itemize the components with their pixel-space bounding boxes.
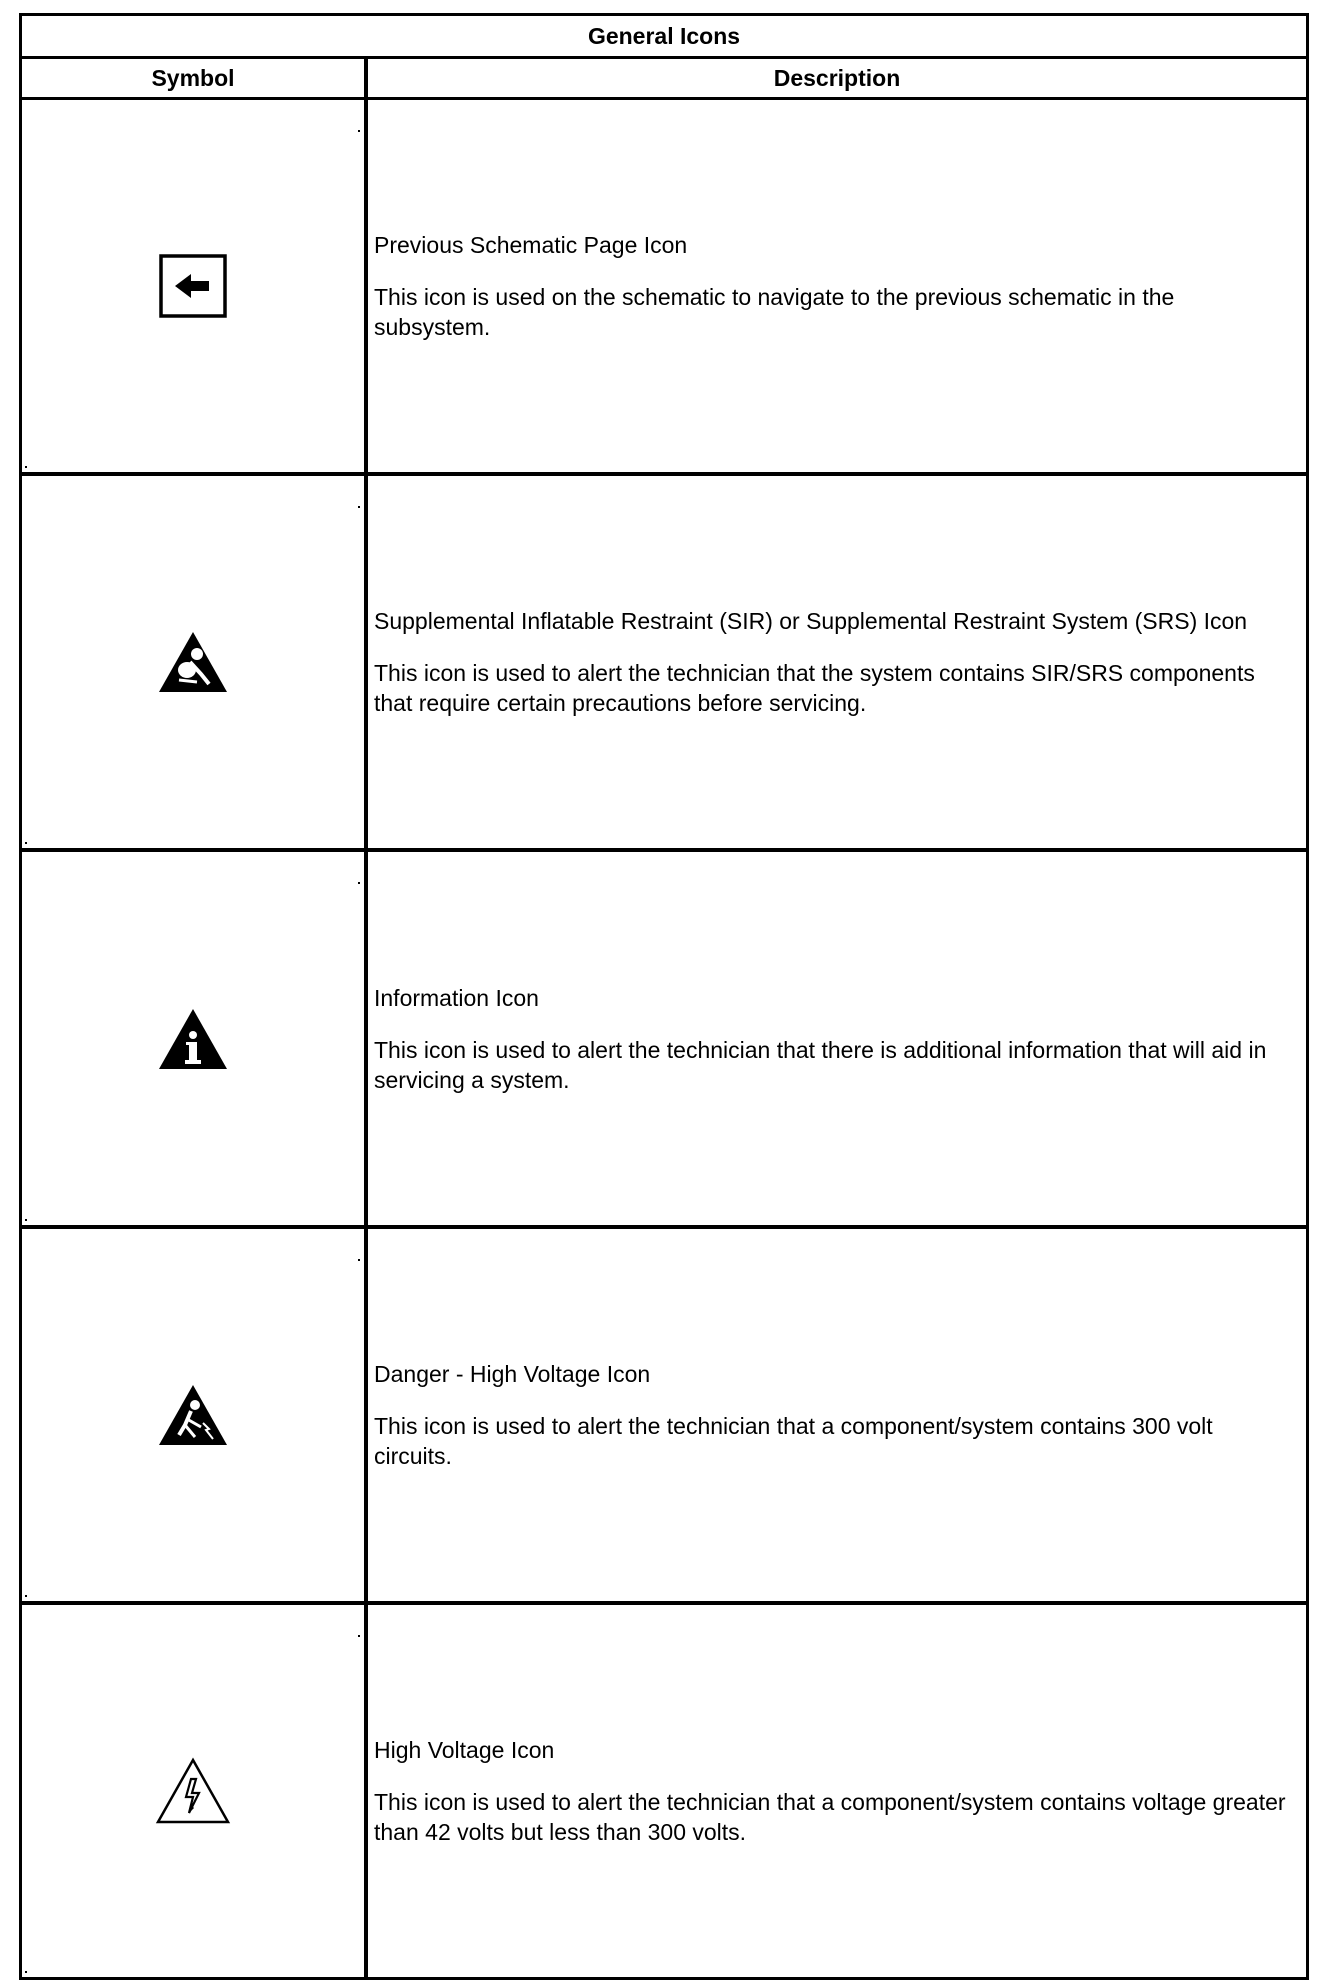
previous-page-arrow-icon bbox=[159, 254, 227, 318]
icon-description: This icon is used to alert the technician that there is additional information that will aid in servicing a system. bbox=[374, 1036, 1267, 1093]
description-cell bbox=[368, 476, 1306, 848]
icon-name: Supplemental Inflatable Restraint (SIR) or Supplemental Restraint System (SRS) Icon bbox=[374, 608, 1248, 635]
table-row bbox=[22, 1229, 1306, 1605]
icon-name: High Voltage Icon bbox=[374, 1736, 555, 1763]
table-row bbox=[22, 852, 1306, 1228]
symbol-cell bbox=[22, 852, 368, 1224]
description-cell bbox=[368, 1229, 1306, 1601]
table-row bbox=[22, 1605, 1306, 1977]
icon-name: Information Icon bbox=[374, 984, 539, 1011]
general-icons-table bbox=[19, 13, 1309, 1980]
icon-description: This icon is used on the schematic to navigate to the previous schematic in the subsystem. bbox=[374, 284, 1175, 341]
table-title-text: General Icons bbox=[587, 22, 741, 49]
sir-srs-airbag-warning-icon bbox=[157, 630, 229, 694]
table-header-row bbox=[22, 59, 1306, 100]
high-voltage-outline-icon bbox=[155, 1757, 231, 1825]
icon-name: Danger - High Voltage Icon bbox=[374, 1360, 651, 1387]
symbol-cell bbox=[22, 1229, 368, 1601]
icon-name: Previous Schematic Page Icon bbox=[374, 232, 688, 259]
symbol-cell bbox=[22, 100, 368, 472]
description-cell bbox=[368, 1605, 1306, 1977]
description-cell bbox=[368, 100, 1306, 472]
description-cell bbox=[368, 852, 1306, 1224]
icon-description: This icon is used to alert the technician that a component/system contains voltage greater than 42 volts but less than 300 volts. bbox=[374, 1788, 1286, 1845]
information-triangle-icon bbox=[157, 1007, 229, 1071]
symbol-column-header: Symbol bbox=[22, 59, 368, 97]
symbol-cell bbox=[22, 476, 368, 848]
table-body bbox=[22, 100, 1306, 1977]
icon-description: This icon is used to alert the technician that a component/system contains 300 volt circuits. bbox=[374, 1412, 1213, 1469]
description-column-header: Description bbox=[773, 64, 901, 91]
table-title bbox=[22, 16, 1306, 59]
icon-description: This icon is used to alert the technician that the system contains SIR/SRS components that require certain precautions before servicing. bbox=[374, 660, 1255, 717]
table-row bbox=[22, 100, 1306, 476]
danger-high-voltage-icon bbox=[157, 1383, 229, 1447]
table-row bbox=[22, 476, 1306, 852]
symbol-cell bbox=[22, 1605, 368, 1977]
